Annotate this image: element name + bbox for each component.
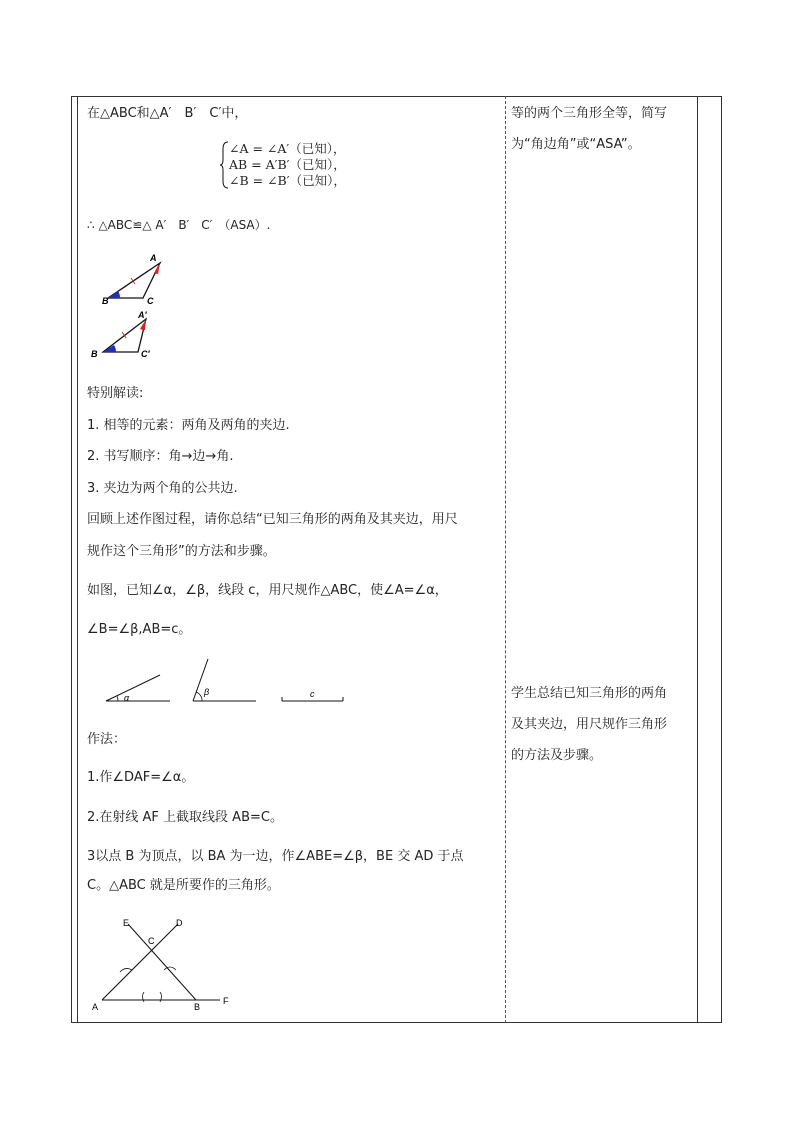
label-a-prime: A′ — [138, 310, 147, 320]
label-a: A — [150, 253, 157, 263]
label-c-prime: C′ — [141, 349, 150, 359]
step-3-line-2: C。△ABC 就是所要作的三角形。 — [87, 878, 280, 893]
step-1: 1.作∠DAF=∠α。 — [87, 770, 195, 785]
point-3: 3. 夹边为两个角的公共边. — [87, 481, 238, 496]
right-line-2: 为“角边角”或“ASA”。 — [511, 137, 641, 152]
step-3-line-1: 3以点 B 为顶点，以 BA 为一边，作∠ABE=∠β，BE 交 AD 于点 — [87, 849, 464, 864]
label-b-point: B — [194, 1002, 201, 1012]
given-elements-figure — [88, 655, 353, 710]
review-line-2: 规作这个三角形”的方法和步骤。 — [87, 544, 276, 559]
left-margin-rule — [77, 96, 78, 1023]
label-c-point: C — [148, 936, 155, 946]
point-1: 1. 相等的元素：两角及两角的夹边. — [87, 418, 290, 433]
construction-figure — [88, 912, 238, 1014]
intro-text: 在△ABC和△A′ B′ C′中， — [87, 106, 248, 121]
congruent-triangles-figure — [88, 250, 168, 365]
label-alpha: α — [124, 693, 130, 703]
summary-line-3: 的方法及步骤。 — [511, 748, 603, 763]
condition-angle-b: ∠B = ∠B′（已知）， — [229, 173, 346, 188]
method-title: 作法： — [87, 732, 127, 747]
label-e: E — [123, 918, 130, 928]
step-2: 2.在射线 AF 上截取线段 AB=C。 — [87, 810, 283, 825]
right-margin-rule — [697, 96, 698, 1023]
label-d: D — [176, 918, 183, 928]
summary-line-2: 及其夹边，用尺规作三角形 — [511, 717, 668, 732]
summary-line-1: 学生总结已知三角形的两角 — [511, 686, 668, 701]
label-b: B — [102, 296, 109, 306]
right-line-1: 等的两个三角形全等，简写 — [511, 106, 668, 121]
label-c-segment: c — [310, 689, 315, 699]
conclusion-text: ∴ △ABC≌△ A′ B′ C′ （ASA）. — [87, 218, 271, 232]
condition-angle-a: ∠A = ∠A′（已知）， — [229, 141, 346, 156]
label-a-point: A — [92, 1002, 99, 1012]
special-title: 特别解读: — [87, 386, 144, 401]
label-c: C — [147, 296, 154, 306]
condition-side-ab: AB = A′B′（已知）， — [229, 157, 346, 172]
point-2: 2. 书写顺序：角→边→角. — [87, 449, 234, 464]
review-line-1: 回顾上述作图过程，请你总结“已知三角形的两角及其夹边，用尺 — [87, 512, 458, 527]
column-divider — [505, 96, 506, 1023]
task-line-2: ∠B=∠β,AB=c。 — [87, 622, 192, 637]
task-line-1: 如图，已知∠α，∠β，线段 c，用尺规作△ABC，使∠A=∠α， — [87, 583, 448, 598]
label-beta: β — [204, 687, 210, 697]
label-f: F — [223, 996, 229, 1006]
label-b-prime: B — [91, 349, 98, 359]
